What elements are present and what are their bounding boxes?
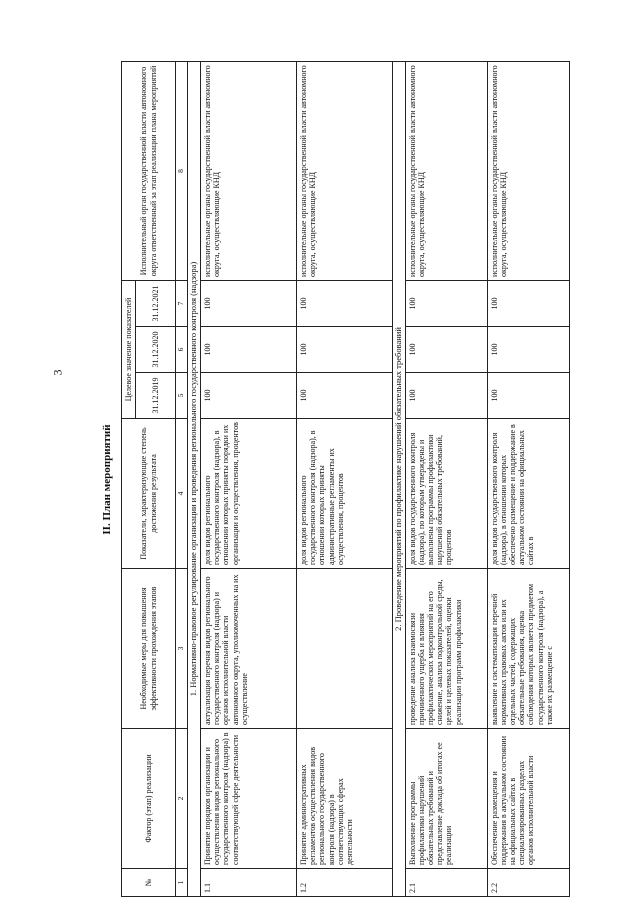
table-row xyxy=(200,62,296,897)
row-num: 2.2 xyxy=(487,869,569,897)
col-number: 6 xyxy=(176,327,188,373)
row-num: 1.1 xyxy=(200,869,296,897)
table-row xyxy=(405,62,487,897)
row-value-2019: 100 xyxy=(487,373,569,419)
row-value-2021: 100 xyxy=(200,281,296,327)
row-value-2021: 100 xyxy=(405,281,487,327)
row-measures: актуализация перечня видов регионального государственного контроля (надзора) и органов исполнительной власти автономного округа, уполномоченных на их осуществление xyxy=(200,569,296,729)
row-value-2020: 100 xyxy=(200,327,296,373)
col-number: 8 xyxy=(176,62,188,281)
column-number-row xyxy=(176,62,188,897)
row-factor: Принятие порядков организации и осуществления видов регионального государственного контроля (надзора) в соответствующей сфере деятельности xyxy=(200,729,296,869)
header-2021: 31.12.2021 xyxy=(136,281,176,327)
row-indicator: доля видов государственного контроля (надзора), в отношении которых обеспечено размещение и поддержание в актуальном состоянии на официальных сайтах в xyxy=(487,419,569,569)
header-indicators: Показатели, характеризующие степень достижения результата xyxy=(122,419,176,569)
rotated-page xyxy=(101,62,554,897)
row-value-2021: 100 xyxy=(296,281,392,327)
row-value-2019: 100 xyxy=(405,373,487,419)
row-indicator: доля видов регионального государственного контроля (надзора), в отношении которых приняты административные регламенты их осуществления, процентов xyxy=(296,419,392,569)
row-factor: Принятие административных регламентов осуществления видов регионального государственного контроля (надзора) в соответствующих сферах деятельности xyxy=(296,729,392,869)
row-factor: Обеспечение размещения и поддержания в актуальном состоянии на официальных сайтах в специализированных разделах органов исполнительной власти xyxy=(487,729,569,869)
row-executor: исполнительные органы государственной власти автономного округа, осуществляющие КНД xyxy=(405,62,487,281)
page-number: 3 xyxy=(50,369,65,376)
row-executor: исполнительные органы государственной власти автономного округа, осуществляющие КНД xyxy=(200,62,296,281)
col-number: 1 xyxy=(176,869,188,897)
col-number: 7 xyxy=(176,281,188,327)
row-num: 2.1 xyxy=(405,869,487,897)
col-number: 5 xyxy=(176,373,188,419)
row-executor: исполнительные органы государственной власти автономного округа, осуществляющие КНД xyxy=(487,62,569,281)
row-factor: Выполнение программы профилактики нарушений обязательных требований и представление доклада об итогах ее реализации xyxy=(405,729,487,869)
row-value-2020: 100 xyxy=(405,327,487,373)
section-heading xyxy=(392,62,405,897)
header-executor: Исполнительный орган государственной власти автономного округа ответственный за этап реализации плана мероприятий xyxy=(122,62,176,281)
header-measures: Необходимые меры для повышения эффективности прохождения этапов xyxy=(122,569,176,729)
row-num: 1.2 xyxy=(296,869,392,897)
header-factor: Фактор (этап) реализации xyxy=(122,729,176,869)
section-title: 2. Проведение мероприятий по профилактике нарушений обязательных требований xyxy=(392,62,405,897)
table-row xyxy=(296,62,392,897)
table-row xyxy=(487,62,569,897)
section-heading xyxy=(188,62,201,897)
row-indicator: доля видов государственного контроля (надзора), по которым утверждены и выполнены программы профилактики нарушений обязательных требований, процентов xyxy=(405,419,487,569)
row-measures xyxy=(296,569,392,729)
row-indicator: доля видов регионального государственного контроля (надзора), в отношении которых приняты порядки их организации и осуществления, процентов xyxy=(200,419,296,569)
row-executor: исполнительные органы государственной власти автономного округа, осуществляющие КНД xyxy=(296,62,392,281)
section-title: 1. Нормативно-правовое регулирование организации и проведения регионального государственного контроля (надзора) xyxy=(188,62,201,897)
row-value-2019: 100 xyxy=(200,373,296,419)
row-value-2020: 100 xyxy=(296,327,392,373)
header-num: № xyxy=(122,869,176,897)
col-number: 3 xyxy=(176,569,188,729)
page-title: II. План мероприятий xyxy=(101,424,113,535)
header-2020: 31.12.2020 xyxy=(136,327,176,373)
col-number: 2 xyxy=(176,729,188,869)
plan-table xyxy=(121,61,570,897)
row-value-2020: 100 xyxy=(487,327,569,373)
col-number: 4 xyxy=(176,419,188,569)
row-value-2019: 100 xyxy=(296,373,392,419)
row-measures: выявление и систематизация перечней нормативных правовых актов или их отдельных частей, содержащих обязательные требования, оценка соблюдения которых является предметом государственного контроля (надзора), а также их размещение с xyxy=(487,569,569,729)
header-2019: 31.12.2019 xyxy=(136,373,176,419)
header-target: Целевое значение показателей xyxy=(122,281,136,419)
row-measures: проведение анализа взаимосвязи причиненного ущерба и влияния профилактических мероприятий на его снижение, анализа подконтрольной среды, целей и целевых показателей, оценки реализации программ профилактики xyxy=(405,569,487,729)
row-value-2021: 100 xyxy=(487,281,569,327)
header-row xyxy=(122,62,136,897)
